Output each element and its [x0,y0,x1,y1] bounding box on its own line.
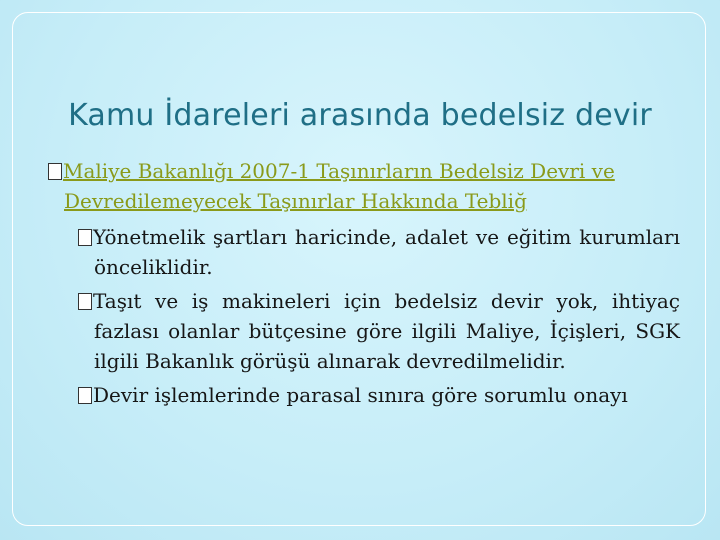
sub-bullet-3-text: Devir işlemlerinde parasal sınıra göre sorumlu onayı [93,383,628,407]
sub-bullet-1 [48,222,680,282]
slide-title: Kamu İdareleri arasında bedelsiz devir [68,98,652,133]
tebliğ-link[interactable]: Maliye Bakanlığı 2007-1 Taşınırların Bedelsiz Devri ve Devredilemeyecek Taşınırlar Hakkında Tebliğ [63,159,615,213]
bullet-glyph-icon [78,293,92,310]
sub-bullet-2 [48,286,680,376]
bullet-main [48,156,680,216]
sub-bullet-1-text: Yönetmelik şartları haricinde, adalet ve eğitim kurumları önceliklidir. [93,225,680,279]
sub-bullet-3 [48,380,680,410]
bullet-glyph-icon [78,387,92,404]
slide-body [48,156,680,410]
bullet-glyph-icon [48,163,62,180]
bullet-glyph-icon [78,229,92,246]
sub-bullet-2-text: Taşıt ve iş makineleri için bedelsiz devir yok, ihtiyaç fazlası olanlar bütçesine göre ilgili Maliye, İçişleri, SGK ilgili Bakanlık görüşü alınarak devredilmelidir. [93,289,680,373]
